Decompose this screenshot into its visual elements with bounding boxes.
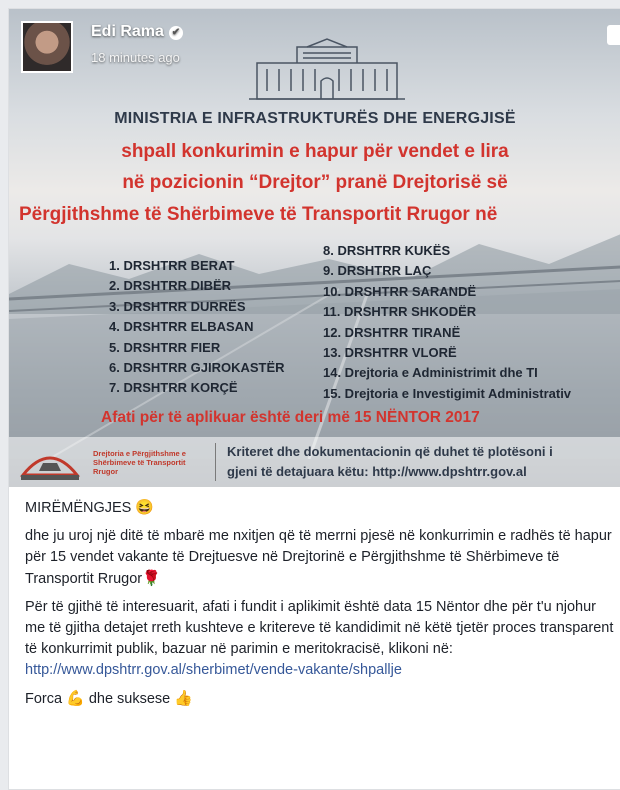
list-item: 3. DRSHTRR DURRËS [109,298,246,314]
headline-line-1: shpall konkurimin e hapur për vendet e lira [121,141,509,162]
rose-emoji-icon: 🌹 [142,570,161,587]
list-item: 15. Drejtoria e Investigimit Administrativ [323,385,572,401]
criteria-line-1: Kriteret dhe dokumentacionin që duhet të plotësoni i [227,444,553,459]
deadline-text: Afati për të aplikuar është deri më 15 NËNTOR 2017 [101,409,480,426]
headline-line-3: Përgjithshme të Shërbimeve të Transportit Rrugor në [19,204,498,225]
verified-check-icon: ✔ [169,26,183,40]
criteria-text [227,442,553,482]
list-item: 13. DRSHTRR VLORË [323,345,457,361]
list-item: 7. DRSHTRR KORÇË [109,380,238,396]
greeting [25,497,617,519]
logo-caption: Drejtoria e Përgjithshme e Shërbimeve të Transportit Rrugor [93,449,186,476]
list-item: 11. DRSHTRR SHKODËR [323,304,477,320]
list-item: 1. DRSHTRR BERAT [109,258,235,273]
list-item: 12. DRSHTRR TIRANË [323,324,461,340]
closing [25,688,617,710]
list-item: 10. DRSHTRR SARANDË [323,283,477,299]
ministry-building-icon [237,37,417,105]
paragraph-1 [25,526,617,590]
paragraph-2-text: Për të gjithë të interesuarit, afati i fundit i aplikimit është data 15 Nëntor dhe për t'u njohur me të gjitha detajet rreth kushteve e kritereve të kandidimit në këtë tjetër proces transparent të konkurrimit publik, bazuar në parimin e meritokracisë, klikoni në: [25,599,614,657]
paragraph-2 [25,597,617,681]
criteria-line-2: gjeni të detajuara këtu: http://www.dpshtrr.gov.al [227,464,527,479]
divider [215,443,216,481]
list-item: 9. DRSHTRR LAÇ [323,263,432,279]
headline-line-2: në pozicionin “Drejtor” pranë Drejtorisë së [122,172,508,193]
closing-text-b: dhe suksese [88,691,171,707]
laughing-emoji-icon: 😆 [135,499,155,516]
list-item: 14. Drejtoria e Administrimit dhe TI [323,365,538,381]
flexed-biceps-emoji-icon: 💪 [66,690,85,707]
author-name[interactable]: Edi Rama ✔ [91,23,183,41]
post-card [8,8,620,790]
thumbs-up-emoji-icon: 👍 [174,690,193,707]
positions-list-right [323,241,571,404]
more-options-icon[interactable] [607,25,620,45]
list-item: 5. DRSHTRR FIER [109,339,221,355]
ministry-title: MINISTRIA E INFRASTRUKTURËS DHE ENERGJISË [114,110,516,127]
positions-list-left [109,256,285,399]
transport-logo-icon [17,443,83,483]
list-item: 4. DRSHTRR ELBASAN [109,319,254,335]
vacancies-link[interactable]: http://www.dpshtrr.gov.al/sherbimet/vende-vakante/shpallje [25,662,402,678]
post-timestamp[interactable]: 18 minutes ago [91,50,180,65]
author-avatar[interactable] [21,21,73,73]
post-text [25,497,617,717]
post-image[interactable] [9,9,620,487]
list-item: 6. DRSHTRR GJIROKASTËR [109,360,285,376]
greeting-text: MIRËMËNGJES [25,500,132,516]
list-item: 2. DRSHTRR DIBËR [109,278,232,294]
paragraph-1-text: dhe ju uroj një ditë të mbarë me nxitjen që të merrni pjesë në konkurrimin e radhës të hapur për 15 vendet vakante të Drejtuesve në Drejtorinë e Përgjithshme të Shërbimeve të Transportit Rrugor [25,528,612,587]
closing-text-a: Forca [25,691,63,707]
list-item: 8. DRSHTRR KUKËS [323,243,451,258]
